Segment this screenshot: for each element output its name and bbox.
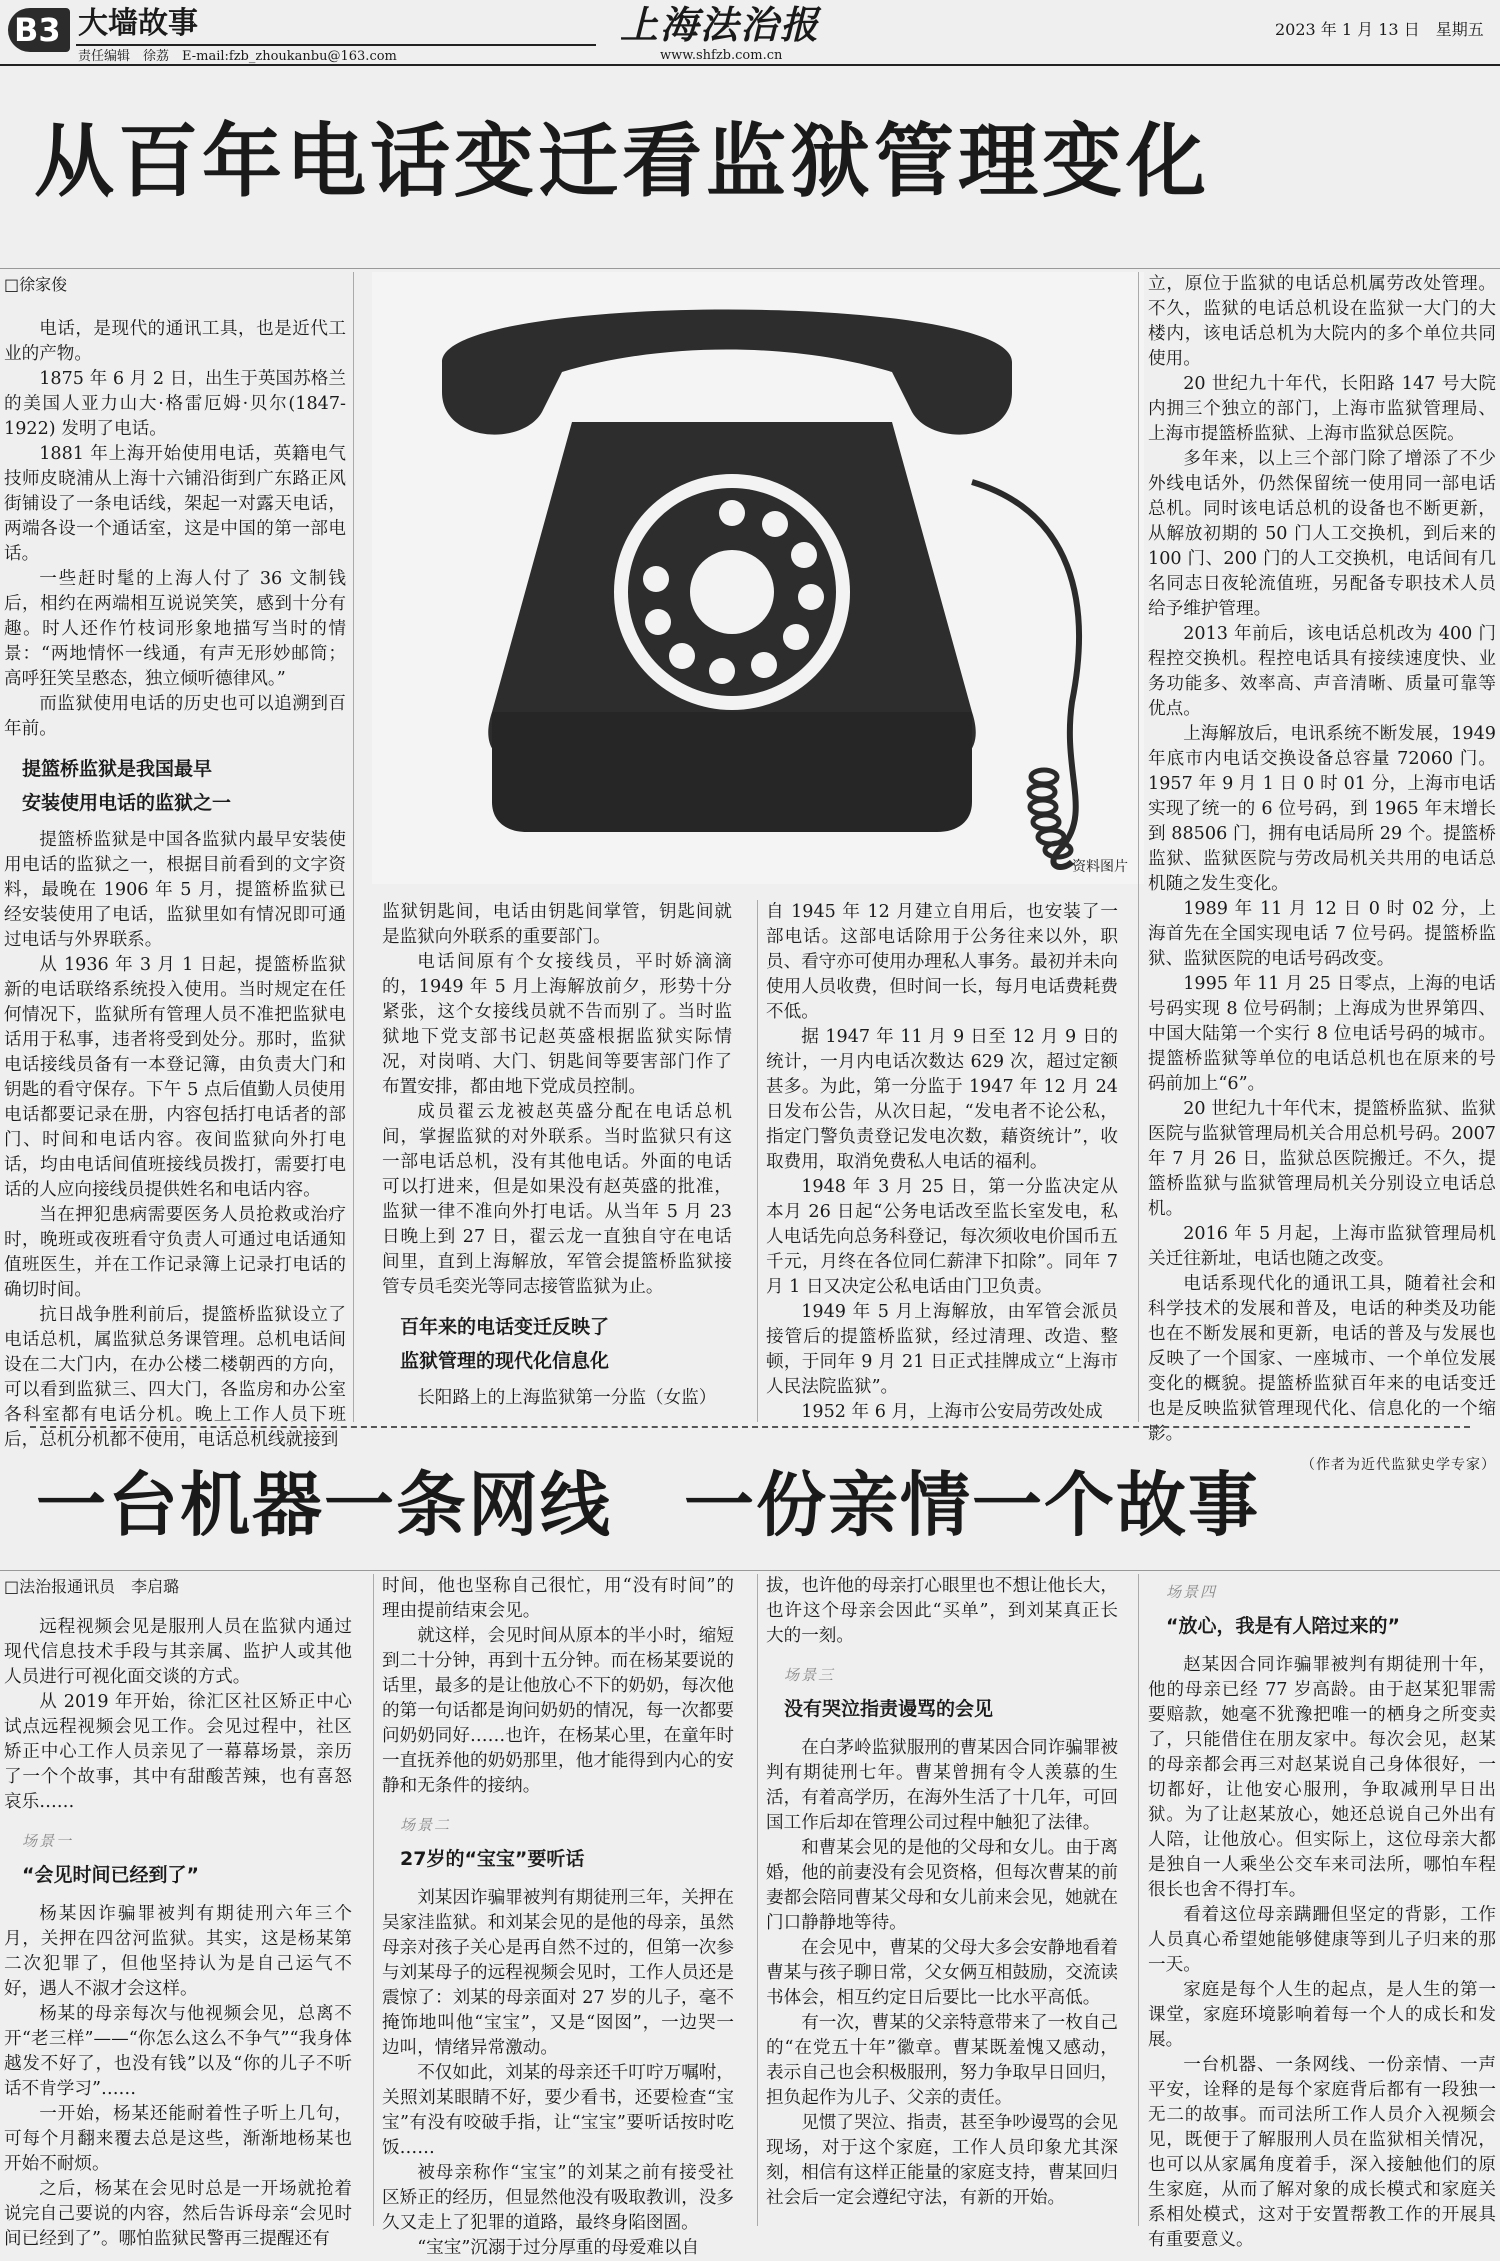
paragraph: 当在押犯患病需要医务人员抢救或治疗时，晚班或夜班看守负责人可通过电话通知值班医生，并在工作记录簿上记录打电话的确切时间。 <box>4 1205 346 1300</box>
paragraph: 立，原位于监狱的电话总机属劳改处管理。不久，监狱的电话总机设在监狱一大门的大楼内，该电话总机为大院内的多个单位共同使用。 <box>1148 274 1496 369</box>
paragraph: 电话系现代化的通讯工具，随着社会和科学技术的发展和普及，电话的种类及功能也在不断发展和更新，电话的普及与发展也反映了一个国家、一座城市、一个单位发展变化的概貌。提篮桥监狱百年来的电话变迁也是反映监狱管理现代化、信息化的一个缩影。 <box>1148 1274 1496 1444</box>
scene-label: 场景一 <box>22 1832 74 1850</box>
scene-label: 场景三 <box>784 1666 836 1684</box>
article1-column-1 <box>4 272 346 1450</box>
author-note: （作者为近代监狱史学专家） <box>1301 1457 1496 1473</box>
issue-date: 2023 年 1 月 13 日 星期五 <box>1275 20 1484 39</box>
paragraph: 抗日战争胜利前后，提篮桥监狱设立了电话总机，属监狱总务课管理。总机电话间设在二大门内，在办公楼二楼朝西的方向，可以看到监狱三、四大门，各监房和办公室各科室都有电话分机。晚上工作人员下班后，总机分机都不使用，电话总机线就接到 <box>4 1305 346 1450</box>
section-name: 大墙故事 <box>78 6 198 41</box>
article-separator <box>30 1426 1470 1428</box>
article2-top-rule <box>0 1570 1500 1571</box>
paragraph: 1881 年上海开始使用电话，英籍电气技师皮晓浦从上海十六铺沿街到广东路正风街铺设了一条电话线，架起一对露天电话，两端各设一个通话室，这是中国的第一部电话。 <box>4 444 346 564</box>
paragraph: 电话，是现代的通讯工具，也是近代工业的产物。 <box>4 319 346 364</box>
scene-title: “放心，我是有人陪过来的” <box>1166 1615 1400 1637</box>
article2-column-3 <box>766 1574 1118 2226</box>
article1-column-4 <box>1148 272 1496 1473</box>
paragraph: 据 1947 年 11 月 9 日至 12 月 9 日的统计，一月内电话次数达 629 次，超过定额甚多。为此，第一分监于 1947 年 12 月 24 日发布公告，从次日起，“发电者不论公私，指定门警负责登记发电次数，藉资统计”，收取费用，取消免费私人电话的福利。 <box>766 1027 1118 1172</box>
section-code: B3 <box>14 11 61 49</box>
editor-info: 责任编辑 徐荔 E-mail:fzb_zhoukanbu@163.com <box>78 49 397 64</box>
column-divider <box>373 1574 374 2226</box>
paragraph: 在会见中，曹某的父母大多会安静地看着曹某与孩子聊日常，父女俩互相鼓励，交流读书体会，相互约定日后要比一比水平高低。 <box>766 1938 1118 2008</box>
paragraph: 一开始，杨某还能耐着性子听上几句，可每个月翻来覆去总是这些，渐渐地杨某也开始不耐烦。 <box>4 2104 352 2174</box>
scene-title: 没有哭泣指责谩骂的会见 <box>784 1698 994 1720</box>
paragraph: 1949 年 5 月上海解放，由军管会派员接管后的提篮桥监狱，经过清理、改造、整顿，于同年 9 月 21 日正式挂牌成立“上海市人民法院监狱”。 <box>766 1302 1118 1397</box>
paragraph: 电话间原有个女接线员，平时娇滴滴的，1949 年 5 月上海解放前夕，形势十分紧张，这个女接线员就不告而别了。当时监狱地下党支部书记赵英盛根据监狱实际情况，对岗哨、大门、钥匙间等要害部门作了布置安排，都由地下党成员控制。 <box>382 952 732 1097</box>
article2-column-2 <box>382 1574 734 2258</box>
paragraph: 杨某因诈骗罪被判有期徒刑六年三个月，关押在四岔河监狱。其实，这是杨某第二次犯罪了，但他坚持认为是自己运气不好，遇人不淑才会这样。 <box>4 1904 352 1999</box>
paragraph: 不仅如此，刘某的母亲还千叮咛万嘱咐，关照刘某眼睛不好，要少看书，还要检查“宝宝”有没有咬破手指，让“宝宝”要听话按时吃饭…… <box>382 2063 734 2158</box>
paragraph: 见惯了哭泣、指责，甚至争吵谩骂的会见现场，对于这个家庭，工作人员印象尤其深刻，相信有这样正能量的家庭支持，曹某回归社会后一定会遵纪守法，有新的开始。 <box>766 2113 1118 2208</box>
paragraph: 时间，他也坚称自己很忙，用“没有时间”的理由提前结束会见。 <box>382 1576 734 1621</box>
article2-byline: □法治报通讯员 李启璐 <box>4 1577 180 1596</box>
article2-column-4 <box>1148 1574 1496 2250</box>
paragraph: 刘某因诈骗罪被判有期徒刑三年，关押在吴家洼监狱。和刘某会见的是他的母亲，虽然母亲对孩子关心是再自然不过的，但第一次参与刘某母子的远程视频会见时，工作人员还是震惊了：刘某的母亲面对 27 岁的儿子，毫不掩饰地叫他“宝宝”，又是“囡囡”，一边哭一边叫，情绪异常激动。 <box>382 1888 734 2058</box>
paragraph: 1995 年 11 月 25 日零点，上海的电话号码实现 8 位号码制；上海成为世界第四、中国大陆第一个实行 8 位电话号码的城市。提篮桥监狱等单位的电话总机也在原来的号码前加上“6”。 <box>1148 974 1496 1094</box>
scene-title: 27岁的“宝宝”要听话 <box>400 1848 585 1870</box>
paragraph: 赵某因合同诈骗罪被判有期徒刑十年，他的母亲已经 77 岁高龄。由于赵某犯罪需要赔款，她毫不犹豫把唯一的栖身之所变卖了，只能借住在朋友家中。每次会见，赵某的母亲都会再三对赵某说自己身体很好，一切都好，让他安心服刑，争取减刑早日出狱。为了让赵某放心，她还总说自己外出有人陪，让他放心。但实际上，这位母亲大都是独自一人乘坐公交车来司法所，哪怕车程很长也舍不得打车。 <box>1148 1655 1496 1900</box>
scene-label: 场景二 <box>400 1816 452 1834</box>
telephone-photo <box>372 272 1144 884</box>
paragraph: 2016 年 5 月起，上海市监狱管理局机关迁往新址，电话也随之改变。 <box>1148 1224 1496 1269</box>
website: www.shfzb.com.cn <box>660 48 783 63</box>
paragraph: 之后，杨某在会见时总是一开场就抢着说完自己要说的内容，然后告诉母亲“会见时间已经到了”。哪怕监狱民警再三提醒还有 <box>4 2179 352 2249</box>
paragraph: “宝宝”沉溺于过分厚重的母爱难以自 <box>417 2238 700 2258</box>
paragraph: 拔，也许他的母亲打心眼里也不想让他长大，也许这个母亲会因此“买单”，到刘某真正长大的一刻。 <box>766 1576 1118 1646</box>
paragraph: 和曹某会见的是他的父母和女儿。由于离婚，他的前妻没有会见资格，但每次曹某的前妻都会陪同曹某父母和女儿前来会见，她就在门口静静地等待。 <box>766 1838 1118 1933</box>
column-divider <box>1138 1574 1139 2226</box>
article1-column-3 <box>766 900 1118 1422</box>
subheading-line: 安装使用电话的监狱之一 <box>22 792 232 814</box>
paragraph: 从 1936 年 3 月 1 日起，提篮桥监狱新的电话联络系统投入使用。当时规定在任何情况下，监狱所有管理人员不准把监狱电话用于私事，违者将受到处分。那时，监狱电话接线员备有一本登记簿，由负责大门和钥匙的看守保存。下午 5 点后值勤人员使用电话都要记录在册，内容包括打电话者的部门、时间和电话内容。夜间监狱向外打电话，均由电话间值班接线员拨打，需要打电话的人应向接线员提供姓名和电话内容。 <box>4 955 346 1200</box>
paragraph: 长阳路上的上海监狱第一分监（女监） <box>417 1388 717 1408</box>
article1-column-2 <box>382 900 732 1422</box>
paragraph: 2013 年前后，该电话总机改为 400 门程控交换机。程控电话具有接续速度快、业务功能多、效率高、声音清晰、质量可靠等优点。 <box>1148 624 1496 719</box>
paragraph: 20 世纪九十年代，长阳路 147 号大院内拥三个独立的部门，上海市监狱管理局、上海市提篮桥监狱、上海市监狱总医院。 <box>1148 374 1496 444</box>
paragraph: 多年来，以上三个部门除了增添了不少外线电话外，仍然保留统一使用同一部电话总机。同时该电话总机的设备也不断更新，从解放初期的 50 门人工交换机，到后来的 100 门、200 门的人工交换机，电话间有几名同志日夜轮流值班，另配备专职技术人员给予维护管理。 <box>1148 449 1496 619</box>
header-underline <box>76 44 596 46</box>
scene-title: “会见时间已经到了” <box>22 1864 199 1886</box>
paragraph: 看着这位母亲蹒跚但坚定的背影，工作人员真心希望她能够健康等到儿子归来的那一天。 <box>1148 1905 1496 1975</box>
paragraph: 在白茅岭监狱服刑的曹某因合同诈骗罪被判有期徒刑七年。曹某曾拥有令人羡慕的生活，有着高学历，在海外生活了十几年，可回国工作后却在管理公司过程中触犯了法律。 <box>766 1738 1118 1833</box>
column-divider <box>757 900 758 1422</box>
column-divider <box>757 1574 758 2226</box>
header-rule <box>0 64 1500 66</box>
paragraph: 从 2019 年开始，徐汇区社区矫正中心试点远程视频会见工作。会见过程中，社区矫正中心工作人员亲见了一幕幕场景，亲历了一个个故事，其中有甜酸苦辣，也有喜怒哀乐…… <box>4 1692 352 1812</box>
article1-top-rule <box>0 268 1500 269</box>
subheading-line: 百年来的电话变迁反映了 <box>400 1316 610 1338</box>
subheading-2 <box>400 1310 732 1378</box>
paragraph: 一台机器、一条网线、一份亲情、一声平安，诠释的是每个家庭背后都有一段独一无二的故事。而司法所工作人员介入视频会见，既便于了解服刑人员在监狱相关情况，也可以从家属角度着手，深入接触他们的原生家庭，从而了解对象的成长模式和家庭关系相处模式，这对于安置帮教工作的开展具有重要意义。 <box>1148 2055 1496 2250</box>
article2-column-1 <box>4 1574 352 2249</box>
subheading-line: 监狱管理的现代化信息化 <box>400 1350 610 1372</box>
paragraph: 1989 年 11 月 12 日 0 时 02 分，上海首先在全国实现电话 7 位号码。提篮桥监狱、监狱医院的电话号码改变。 <box>1148 899 1496 969</box>
paragraph: 被母亲称作“宝宝”的刘某之前有接受社区矫正的经历，但显然他没有吸取教训，没多久又走上了犯罪的道路，最终身陷囹圄。 <box>382 2163 734 2233</box>
page-header <box>0 0 1500 66</box>
article2-headline: 一台机器一条网线 一份亲情一个故事 <box>36 1464 1260 1546</box>
masthead: 上海法治报 <box>620 2 821 47</box>
telephone-icon <box>372 272 1144 884</box>
paragraph: 提篮桥监狱是中国各监狱内最早安装使用电话的监狱之一，根据目前看到的文字资料，最晚在 1906 年 5 月，提篮桥监狱已经安装使用了电话，监狱里如有情况即可通过电话与外界联系。 <box>4 830 346 950</box>
paragraph: 一些赶时髦的上海人付了 36 文制钱后，相约在两端相互说说笑笑，感到十分有趣。时人还作竹枝词形象地描写当时的情景：“两地情怀一线通，有声无形妙邮筒；高呼狂笑呈憨态，独立倾听德律风。” <box>4 569 346 689</box>
column-divider <box>353 272 354 1422</box>
paragraph: 上海解放后，电讯系统不断发展，1949 年底市内电话交换设备总容量 72060 门。1957 年 9 月 1 日 0 时 01 分，上海市电话实现了统一的 6 位号码，到 1965 年末增长到 88506 门，拥有电话局所 29 个。提篮桥监狱、监狱医院与劳改局机关共用的电话总机随之发生变化。 <box>1148 724 1496 894</box>
paragraph: 监狱钥匙间，电话由钥匙间掌管，钥匙间就是监狱向外联系的重要部门。 <box>382 902 732 947</box>
image-caption: 资料图片 <box>1072 859 1128 875</box>
paragraph: 1952 年 6 月，上海市公安局劳改处成 <box>801 1402 1103 1422</box>
column-divider <box>1138 272 1139 1422</box>
paragraph: 1948 年 3 月 25 日，第一分监决定从本月 26 日起“公务电话改至监长室发电，私人电话先向总务科登记，每次须收电价国币五千元，月终在各位同仁薪津下扣除”。同年 7 月 1 日又决定公私电话由门卫负责。 <box>766 1177 1118 1297</box>
paragraph: 20 世纪九十年代末，提篮桥监狱、监狱医院与监狱管理局机关合用总机号码。2007 年 7 月 26 日，监狱总医院搬迁。不久，提篮桥监狱与监狱管理局机关分别设立电话总机。 <box>1148 1099 1496 1219</box>
article1-byline: □徐家俊 <box>4 275 68 294</box>
paragraph: 1875 年 6 月 2 日，出生于英国苏格兰的美国人亚力山大·格雷厄姆·贝尔(1847-1922) 发明了电话。 <box>4 369 346 439</box>
paragraph: 家庭是每个人生的起点，是人生的第一课堂，家庭环境影响着每一个人的成长和发展。 <box>1148 1980 1496 2050</box>
paragraph: 成员翟云龙被赵英盛分配在电话总机间，掌握监狱的对外联系。当时监狱只有这一部电话总机，没有其他电话。外面的电话可以打进来，但是如果没有赵英盛的批准，监狱一律不准向外打电话。从当年 5 月 23 日晚上到 27 日，翟云龙一直独自守在电话间里，直到上海解放，军管会提篮桥监狱接管专员毛奕光等同志接管监狱为止。 <box>382 1102 732 1297</box>
paragraph: 远程视频会见是服刑人员在监狱内通过现代信息技术手段与其亲属、监护人或其他人员进行可视化面交谈的方式。 <box>4 1617 352 1687</box>
paragraph: 就这样，会见时间从原本的半小时，缩短到二十分钟，再到十五分钟。而在杨某要说的话里，最多的是让他放心不下的奶奶，每次他的第一句话都是询问奶奶的情况，每一次都要问奶奶同好……也许，在杨某心里，在童年时一直抚养他的奶奶那里，他才能得到内心的安静和无条件的接纳。 <box>382 1626 734 1796</box>
paragraph: 而监狱使用电话的历史也可以追溯到百年前。 <box>4 694 346 739</box>
paragraph: 自 1945 年 12 月建立自用后，也安装了一部电话。这部电话除用于公务往来以外，职员、看守亦可使用办理私人事务。最初并未向使用人员收费，但时间一长，每月电话费耗费不低。 <box>766 902 1118 1022</box>
paragraph: 杨某的母亲每次与他视频会见，总离不开“老三样”——“你怎么这么不争气”“我身体越发不好了，也没有钱”以及“你的儿子不听话不肯学习”…… <box>4 2004 352 2099</box>
article1-headline: 从百年电话变迁看监狱管理变化 <box>34 115 1210 208</box>
subheading-1 <box>22 752 346 820</box>
subheading-line: 提篮桥监狱是我国最早 <box>22 758 213 780</box>
scene-label: 场景四 <box>1166 1583 1218 1601</box>
paragraph: 有一次，曹某的父亲特意带来了一枚自己的“在党五十年”徽章。曹某既羞愧又感动，表示自己也会积极服刑，努力争取早日回归，担负起作为儿子、父亲的责任。 <box>766 2013 1118 2108</box>
